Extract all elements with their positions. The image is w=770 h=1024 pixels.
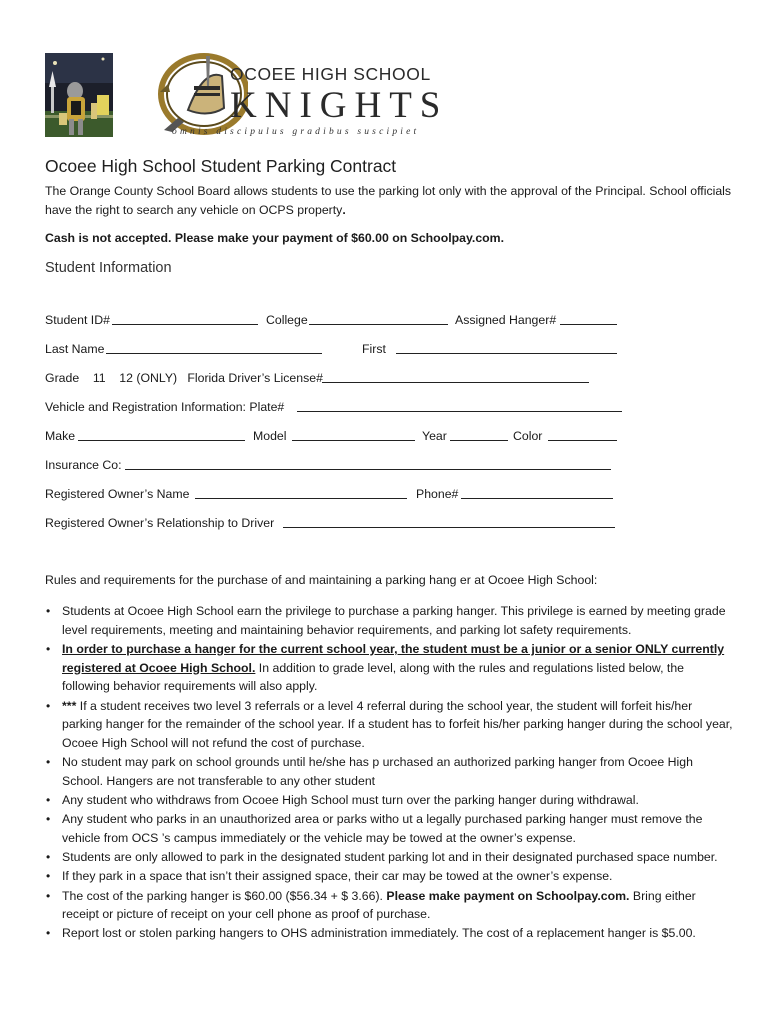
form-row-id <box>45 311 625 329</box>
owner-relationship-label: Registered Owner’s Relationship to Driver <box>45 516 275 530</box>
logo-knights-wordmark: KNIGHTS <box>230 85 449 126</box>
year-field[interactable] <box>450 440 508 441</box>
rule-text-emphasis: In order to purchase a hanger for the current school year, the student must be a junior or a senior ONLY currently registered at Ocoee High School. <box>62 641 725 675</box>
intro-paragraph <box>45 182 735 220</box>
grade-license-label: Grade 11 12 (ONLY) Florida Driver’s License# <box>45 371 323 385</box>
form-row-vehicle <box>45 427 625 445</box>
last-name-label: Last Name <box>45 342 105 356</box>
last-name-field[interactable] <box>106 353 322 354</box>
year-label: Year <box>422 429 447 443</box>
drivers-license-field[interactable] <box>322 382 589 383</box>
color-label: Color <box>513 429 543 443</box>
rule-text: In addition to grade level, along with the rules and regulations listed below, the following behavior requirements will also apply. <box>62 660 685 694</box>
intro-end: . <box>342 203 346 217</box>
rule-item <box>45 887 735 924</box>
bullet-icon: • <box>46 604 51 618</box>
rule-item <box>45 640 735 696</box>
form-row-plate <box>45 398 625 416</box>
bullet-icon: • <box>46 850 51 865</box>
rule-item <box>45 753 735 790</box>
owner-name-field[interactable] <box>195 498 407 499</box>
rules-heading: Rules and requirements for the purchase of and maintaining a parking hang er at Ocoee High School: <box>45 573 598 587</box>
phone-field[interactable] <box>461 498 613 499</box>
rule-text: Any student who parks in an unauthorized area or parks witho ut a legally purchased parking hanger must remove the vehicle from OCS ’s campus immediately or the vehicle may be towed at the owner’s expense. <box>62 812 703 845</box>
owner-relationship-field[interactable] <box>283 527 615 528</box>
first-name-label: First <box>362 342 386 356</box>
rule-text: Students are only allowed to park in the designated student parking lot and in their designated purchased space number. <box>62 850 718 865</box>
color-field[interactable] <box>548 440 617 441</box>
rule-item <box>45 924 735 943</box>
first-name-field[interactable] <box>396 353 617 354</box>
plate-field[interactable] <box>297 411 622 412</box>
bullet-icon: • <box>46 793 51 808</box>
vehicle-plate-label: Vehicle and Registration Information: Plate# <box>45 400 285 414</box>
assigned-hanger-label: Assigned Hanger# <box>455 313 557 327</box>
bullet-icon: • <box>46 869 51 884</box>
insurance-label: Insurance Co: <box>45 458 122 472</box>
intro-text: The Orange County School Board allows students to use the parking lot only with the approval of the Principal. School officials have the right to search any vehicle on OCPS property <box>45 184 732 217</box>
model-field[interactable] <box>292 440 415 441</box>
form-row-relationship <box>45 514 625 532</box>
form-row-insurance <box>45 456 625 474</box>
insurance-field[interactable] <box>125 469 611 470</box>
page-title: Ocoee High School Student Parking Contract <box>45 156 397 176</box>
model-label: Model <box>253 429 287 443</box>
rule-item <box>45 791 735 810</box>
rule-item <box>45 697 735 753</box>
school-logo <box>158 46 458 142</box>
rule-item <box>45 810 735 847</box>
rule-text-emphasis: *** <box>62 698 77 713</box>
college-field[interactable] <box>309 324 448 325</box>
rule-text: Bring either receipt or picture of receipt on your cell phone as proof of purchase. <box>62 888 696 922</box>
logo-motto: omnis discipulus gradibus suscipiet <box>172 127 420 137</box>
rule-text: If they park in a space that isn’t their assigned space, their car may be towed at the owner’s expense. <box>62 869 613 884</box>
student-id-label: Student ID# <box>45 313 110 327</box>
rule-text: No student may park on school grounds until he/she has p urchased an authorized parking hanger from Ocoee High School. Hangers are not transferable to any other student <box>62 755 693 788</box>
rule-text: Students at Ocoee High School earn the privilege to purchase a parking hanger. This privilege is earned by meeting grade level requirements, meeting and maintaining behavior requirements, and parking lot safety requirements. <box>62 604 726 637</box>
owner-name-label: Registered Owner’s Name <box>45 487 190 501</box>
rules-list <box>45 602 735 944</box>
rule-text: Any student who withdraws from Ocoee High School must turn over the parking hanger during withdrawal. <box>62 793 639 808</box>
bullet-icon: • <box>46 641 51 656</box>
bullet-icon: • <box>46 926 51 941</box>
rule-text: Report lost or stolen parking hangers to OHS administration immediately. The cost of a replacement hanger is $5.00. <box>62 926 696 941</box>
assigned-hanger-field[interactable] <box>560 324 617 325</box>
student-id-field[interactable] <box>112 324 258 325</box>
phone-label: Phone# <box>416 487 459 501</box>
rule-text: The cost of the parking hanger is $60.00 ($56.34 + $ 3.66). <box>62 888 387 903</box>
bullet-icon: • <box>46 755 51 770</box>
form-row-name <box>45 340 625 358</box>
form-row-owner <box>45 485 625 503</box>
payment-notice: Cash is not accepted. Please make your payment of $60.00 on Schoolpay.com. <box>45 231 505 245</box>
make-label: Make <box>45 429 76 443</box>
bullet-icon: • <box>46 698 51 713</box>
knight-mascot-photo <box>45 53 113 137</box>
rule-item <box>45 848 735 867</box>
make-field[interactable] <box>78 440 245 441</box>
rule-item <box>45 602 735 639</box>
bullet-icon: • <box>46 888 51 903</box>
form-row-grade <box>45 369 625 387</box>
college-label: College <box>266 313 308 327</box>
rule-text-emphasis: Please make payment on Schoolpay.com. <box>386 888 630 903</box>
bullet-icon: • <box>46 812 51 827</box>
rule-item <box>45 867 735 886</box>
rule-text: If a student receives two level 3 referrals or a level 4 referral during the school year, the student will forfeit his/her parking hanger for the remainder of the school year. If a student has to forfeit his/her parking hanger during the school year, Ocoee High School will not refund the cost of purchase. <box>62 698 733 750</box>
logo-school-name: OCOEE HIGH SCHOOL <box>230 64 431 84</box>
section-title: Student Information <box>45 260 172 276</box>
